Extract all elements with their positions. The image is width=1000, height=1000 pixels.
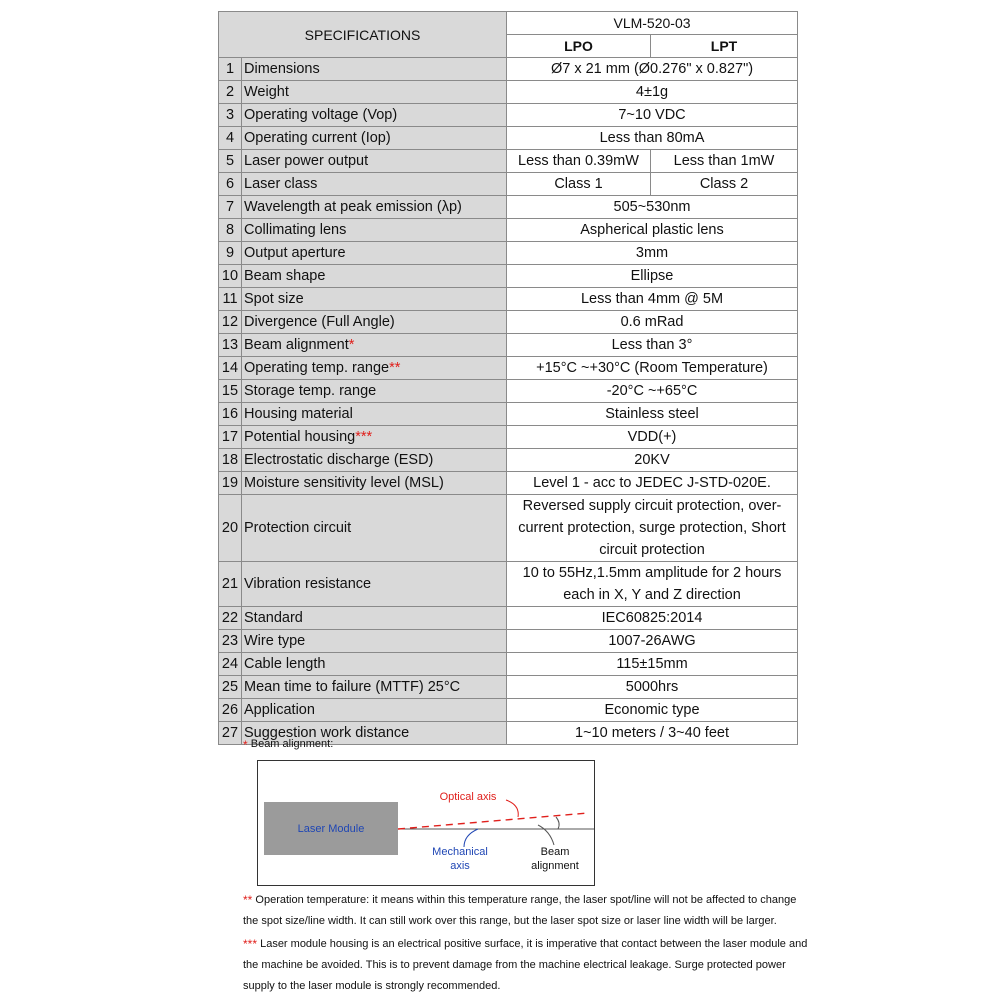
operation-temperature-note bbox=[243, 890, 823, 932]
row-number: 24 bbox=[219, 653, 242, 676]
spec-row bbox=[219, 265, 798, 288]
row-number: 16 bbox=[219, 403, 242, 426]
footnote-mark: ** bbox=[389, 360, 401, 376]
row-value: 1~10 meters / 3~40 feet bbox=[507, 722, 798, 745]
spec-row bbox=[219, 81, 798, 104]
row-label-text: Mean time to failure (MTTF) 25°C bbox=[244, 679, 461, 695]
spec-row bbox=[219, 173, 798, 196]
mechanical-axis-label-line2: axis bbox=[450, 860, 470, 872]
row-label bbox=[242, 630, 507, 653]
row-value: VDD(+) bbox=[507, 426, 798, 449]
row-number: 5 bbox=[219, 150, 242, 173]
row-label bbox=[242, 380, 507, 403]
spec-row bbox=[219, 676, 798, 699]
spec-row bbox=[219, 380, 798, 403]
row-label bbox=[242, 562, 507, 607]
row-label-text: Protection circuit bbox=[244, 520, 352, 536]
row-value: -20°C ~+65°C bbox=[507, 380, 798, 403]
row-label bbox=[242, 288, 507, 311]
row-number: 23 bbox=[219, 630, 242, 653]
row-number: 20 bbox=[219, 495, 242, 562]
row-value-line: Reversed supply circuit protection, over- bbox=[522, 498, 782, 514]
row-number: 26 bbox=[219, 699, 242, 722]
row-value-line: each in X, Y and Z direction bbox=[563, 587, 741, 603]
row-label-text: Weight bbox=[244, 84, 289, 100]
operation-temperature-text1: Operation temperature: it means within this temperature range, the laser spot/line will not be affected to change bbox=[255, 894, 797, 906]
row-label bbox=[242, 81, 507, 104]
laser-module-label: Laser Module bbox=[297, 822, 365, 835]
row-value: 20KV bbox=[507, 449, 798, 472]
row-label bbox=[242, 653, 507, 676]
row-number: 22 bbox=[219, 607, 242, 630]
row-number: 12 bbox=[219, 311, 242, 334]
beam-alignment-pointer bbox=[538, 825, 554, 845]
row-label bbox=[242, 449, 507, 472]
spec-row bbox=[219, 357, 798, 380]
row-label-text: Vibration resistance bbox=[244, 576, 372, 592]
row-label-text: Collimating lens bbox=[244, 222, 347, 238]
spec-row bbox=[219, 607, 798, 630]
row-label bbox=[242, 334, 507, 357]
variant-lpt-header: LPT bbox=[651, 35, 798, 58]
mechanical-axis-label bbox=[426, 845, 494, 873]
row-label bbox=[242, 173, 507, 196]
row-number: 17 bbox=[219, 426, 242, 449]
row-value: 0.6 mRad bbox=[507, 311, 798, 334]
operation-temperature-line2: the spot size/line width. It can still work over this range, but the laser spot size or laser line width will be larger. bbox=[243, 915, 777, 927]
spec-row bbox=[219, 127, 798, 150]
angle-arc bbox=[556, 817, 559, 829]
row-number: 18 bbox=[219, 449, 242, 472]
row-label bbox=[242, 219, 507, 242]
row-label bbox=[242, 58, 507, 81]
spec-row bbox=[219, 219, 798, 242]
row-number: 11 bbox=[219, 288, 242, 311]
row-label-text: Spot size bbox=[244, 291, 304, 307]
row-value: IEC60825:2014 bbox=[507, 607, 798, 630]
spec-row bbox=[219, 150, 798, 173]
beam-alignment-diagram bbox=[257, 760, 595, 886]
housing-line1 bbox=[243, 934, 823, 955]
beam-alignment-note bbox=[243, 738, 333, 752]
spec-row bbox=[219, 562, 798, 607]
lpo-value: Less than 0.39mW bbox=[507, 150, 651, 173]
row-number: 7 bbox=[219, 196, 242, 219]
row-label-text: Operating temp. range bbox=[244, 360, 390, 376]
spec-row bbox=[219, 58, 798, 81]
row-value: 1007-26AWG bbox=[507, 630, 798, 653]
row-value: 115±15mm bbox=[507, 653, 798, 676]
lpo-value: Class 1 bbox=[507, 173, 651, 196]
row-label-text: Application bbox=[244, 702, 315, 718]
row-label-text: Laser class bbox=[244, 176, 318, 192]
row-label-text: Electrostatic discharge (ESD) bbox=[244, 452, 434, 468]
lpt-value: Class 2 bbox=[651, 173, 798, 196]
row-number: 15 bbox=[219, 380, 242, 403]
spec-table bbox=[218, 11, 798, 745]
row-label bbox=[242, 196, 507, 219]
row-value: +15°C ~+30°C (Room Temperature) bbox=[507, 357, 798, 380]
row-label bbox=[242, 676, 507, 699]
housing-line3: supply to the laser module is strongly recommended. bbox=[243, 980, 501, 992]
operation-temperature-mark: ** bbox=[243, 893, 253, 907]
housing-mark: *** bbox=[243, 937, 258, 951]
spec-row bbox=[219, 104, 798, 127]
spec-row bbox=[219, 699, 798, 722]
row-value-line: 10 to 55Hz,1.5mm amplitude for 2 hours bbox=[522, 565, 782, 581]
row-label bbox=[242, 472, 507, 495]
mechanical-axis-label-line1: Mechanical bbox=[432, 846, 488, 858]
lpt-value: Less than 1mW bbox=[651, 150, 798, 173]
housing-text1: Laser module housing is an electrical positive surface, it is imperative that contact between the laser module and bbox=[260, 938, 808, 950]
row-label bbox=[242, 311, 507, 334]
model-header: VLM-520-03 bbox=[507, 12, 798, 35]
spec-row bbox=[219, 334, 798, 357]
row-label bbox=[242, 357, 507, 380]
row-number: 4 bbox=[219, 127, 242, 150]
row-number: 14 bbox=[219, 357, 242, 380]
operation-temperature-line1 bbox=[243, 890, 823, 911]
row-value: Level 1 - acc to JEDEC J-STD-020E. bbox=[507, 472, 798, 495]
housing-note bbox=[243, 934, 823, 997]
spec-row bbox=[219, 288, 798, 311]
row-label-text: Dimensions bbox=[244, 61, 320, 77]
row-value: Ø7 x 21 mm (Ø0.276" x 0.827") bbox=[507, 58, 798, 81]
spec-table-body bbox=[219, 12, 798, 745]
row-label-text: Operating voltage (Vop) bbox=[244, 107, 398, 123]
beam-alignment-label bbox=[522, 845, 588, 873]
beam-alignment-mark: * bbox=[243, 738, 248, 752]
row-label-text: Wavelength at peak emission (λp) bbox=[244, 199, 462, 215]
row-label bbox=[242, 265, 507, 288]
row-label-text: Laser power output bbox=[244, 153, 369, 169]
spec-row bbox=[219, 472, 798, 495]
optical-axis-pointer bbox=[506, 800, 518, 817]
variant-lpo-header: LPO bbox=[507, 35, 651, 58]
row-label-text: Moisture sensitivity level (MSL) bbox=[244, 475, 444, 491]
row-label-text: Potential housing bbox=[244, 429, 356, 445]
row-value: Less than 80mA bbox=[507, 127, 798, 150]
row-value: Economic type bbox=[507, 699, 798, 722]
footnote-mark: *** bbox=[355, 429, 373, 445]
row-value: 5000hrs bbox=[507, 676, 798, 699]
spec-row bbox=[219, 653, 798, 676]
row-value: Less than 3° bbox=[507, 334, 798, 357]
row-label bbox=[242, 127, 507, 150]
row-value: 4±1g bbox=[507, 81, 798, 104]
row-value bbox=[507, 495, 798, 562]
row-number: 6 bbox=[219, 173, 242, 196]
row-value: 3mm bbox=[507, 242, 798, 265]
row-label-text: Beam shape bbox=[244, 268, 326, 284]
row-label-text: Standard bbox=[244, 610, 303, 626]
row-value-line: circuit protection bbox=[599, 542, 705, 558]
spec-row bbox=[219, 403, 798, 426]
row-value: Less than 4mm @ 5M bbox=[507, 288, 798, 311]
row-label-text: Beam alignment bbox=[244, 337, 349, 353]
row-label bbox=[242, 607, 507, 630]
row-number: 19 bbox=[219, 472, 242, 495]
optical-axis-label: Optical axis bbox=[439, 791, 497, 803]
row-label-text: Housing material bbox=[244, 406, 353, 422]
row-label-text: Operating current (Iop) bbox=[244, 130, 391, 146]
row-label-text: Storage temp. range bbox=[244, 383, 377, 399]
spec-header-row bbox=[219, 12, 798, 35]
row-number: 25 bbox=[219, 676, 242, 699]
spec-row bbox=[219, 311, 798, 334]
spec-row bbox=[219, 196, 798, 219]
spec-row bbox=[219, 242, 798, 265]
spec-row bbox=[219, 630, 798, 653]
row-value: 505~530nm bbox=[507, 196, 798, 219]
row-label bbox=[242, 150, 507, 173]
row-label bbox=[242, 242, 507, 265]
beam-alignment-label-line2: alignment bbox=[531, 860, 579, 872]
row-number: 10 bbox=[219, 265, 242, 288]
spec-row bbox=[219, 495, 798, 562]
specifications-header: SPECIFICATIONS bbox=[219, 12, 507, 58]
row-label-text: Divergence (Full Angle) bbox=[244, 314, 395, 330]
beam-alignment-label-line1: Beam bbox=[540, 846, 570, 858]
row-number: 9 bbox=[219, 242, 242, 265]
row-value bbox=[507, 562, 798, 607]
row-value: Stainless steel bbox=[507, 403, 798, 426]
row-number: 1 bbox=[219, 58, 242, 81]
optical-axis-line bbox=[398, 813, 588, 829]
row-value: Aspherical plastic lens bbox=[507, 219, 798, 242]
row-label-text: Output aperture bbox=[244, 245, 346, 261]
row-number: 8 bbox=[219, 219, 242, 242]
spec-row bbox=[219, 449, 798, 472]
row-label bbox=[242, 426, 507, 449]
row-label bbox=[242, 403, 507, 426]
row-label-text: Wire type bbox=[244, 633, 306, 649]
row-value: Ellipse bbox=[507, 265, 798, 288]
row-label-text: Suggestion work distance bbox=[244, 725, 410, 741]
housing-line2: the machine be avoided. This is to prevent damage from the machine electrical leakage. Surge protected power bbox=[243, 959, 786, 971]
row-number: 2 bbox=[219, 81, 242, 104]
spec-row bbox=[219, 426, 798, 449]
row-number: 27 bbox=[219, 722, 242, 745]
row-label bbox=[242, 699, 507, 722]
row-number: 21 bbox=[219, 562, 242, 607]
row-value: 7~10 VDC bbox=[507, 104, 798, 127]
row-label-text: Cable length bbox=[244, 656, 326, 672]
row-number: 3 bbox=[219, 104, 242, 127]
row-label bbox=[242, 495, 507, 562]
row-value-line: current protection, surge protection, Short bbox=[518, 520, 786, 536]
row-number: 13 bbox=[219, 334, 242, 357]
row-label bbox=[242, 104, 507, 127]
beam-alignment-title: Beam alignment: bbox=[250, 738, 334, 750]
footnote-mark: * bbox=[348, 337, 355, 353]
